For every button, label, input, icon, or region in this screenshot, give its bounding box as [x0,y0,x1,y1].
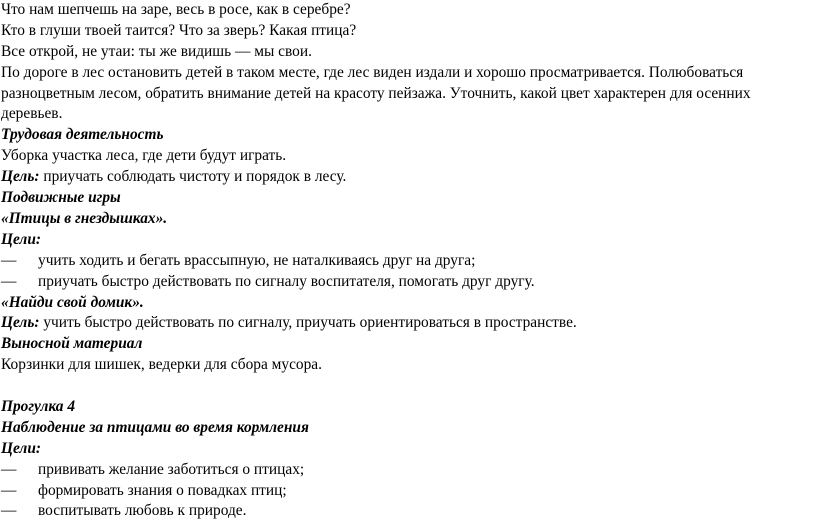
walk4-goal-item [1,460,816,481]
goal-text: прививать желание заботиться о птицах; [38,460,305,478]
game1-title: «Птицы в гнездышках». [1,209,168,227]
walk4-subheading: Наблюдение за птицами во время кормления [1,418,309,436]
material-text: Корзинки для шишек, ведерки для сбора мусора. [1,356,322,374]
labor-goal-label: Цель: [1,168,40,186]
spacer [1,376,816,397]
goal-text: воспитывать любовь к природе. [38,502,247,520]
walk4-goals-label: Цели: [1,439,42,457]
game1-goals-label: Цели: [1,230,42,248]
game2-goal-text: учить быстро действовать по сигналу, приучать ориентироваться в пространстве. [39,314,577,332]
poem-line-3: Все открой, не утаи: ты же видишь — мы свои. [1,42,312,60]
material-heading: Выносной материал [1,335,143,353]
dash-marker: — [1,481,17,499]
game2-goal [1,313,816,334]
labor-text: Уборка участка леса, где дети будут играть. [1,147,287,165]
intro-paragraph: По дороге в лес остановить детей в таком месте, где лес виден издали и хорошо просматривается. Полюбоваться разноцветным лесом, обратить внимание детей на красоту пейзажа. Уточнить, какой цвет характерен для осенних деревьев. [1,63,751,123]
games-heading: Подвижные игры [1,189,121,207]
game2-title: «Найди свой домик». [1,293,144,311]
dash-marker: — [1,251,17,269]
labor-goal-text: приучать соблюдать чистоту и порядок в лесу. [39,168,347,186]
goal-text: учить ходить и бегать врассыпную, не наталкиваясь друг на друга; [38,251,476,269]
game1-goal-item [1,251,816,272]
labor-heading: Трудовая деятельность [1,126,164,144]
walk4-goal-item [1,501,816,522]
game2-goal-label: Цель: [1,314,40,332]
game1-goal-item [1,272,816,293]
dash-marker: — [1,502,17,520]
poem-line-1: Что нам шепчешь на заре, весь в росе, как в серебре? [1,1,351,18]
walk4-goal-item [1,481,816,502]
goal-text: формировать знания о повадках птиц; [38,481,287,499]
poem-line-2: Кто в глуши твоей таится? Что за зверь? Какая птица? [1,21,357,39]
walk4-heading: Прогулка 4 [1,397,76,415]
labor-goal [1,167,816,188]
goal-text: приучать быстро действовать по сигналу воспитателя, помогать друг другу. [38,272,535,290]
dash-marker: — [1,272,17,290]
dash-marker: — [1,460,17,478]
